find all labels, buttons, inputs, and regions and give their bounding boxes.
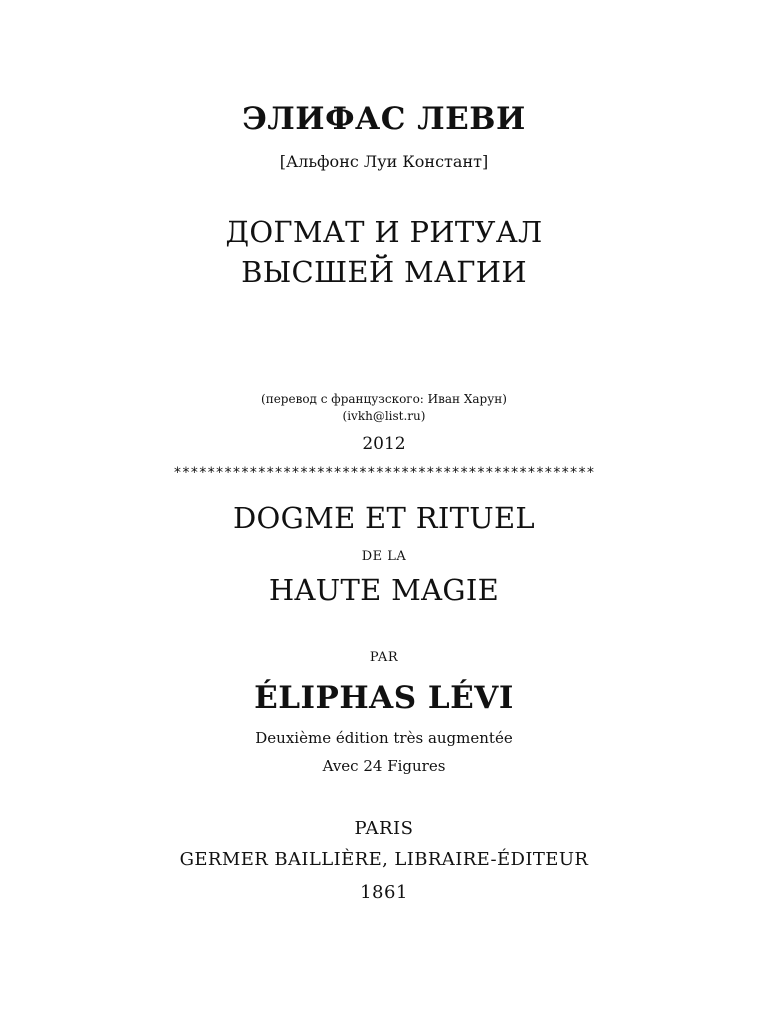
translation-year: 2012	[362, 434, 406, 454]
russian-author-real-name: [Альфонс Луи Констант]	[279, 152, 489, 171]
russian-author-name: ЭЛИФАС ЛЕВИ	[242, 101, 526, 137]
translator-email: (ivkh@list.ru)	[342, 409, 426, 423]
french-by-label: PAR	[369, 650, 399, 665]
publication-year: 1861	[360, 882, 408, 903]
publisher-name: GERMER BAILLIÈRE, LIBRAIRE-ÉDITEUR	[179, 849, 589, 870]
asterisk-separator: **************************************************	[173, 465, 595, 481]
translation-note: (перевод с французского: Иван Харун)	[261, 392, 507, 406]
russian-title-line-2: ВЫСШЕЙ МАГИИ	[241, 255, 527, 289]
french-title-connector: DE LA	[361, 549, 407, 564]
edition-note: Deuxième édition très augmentée	[255, 729, 513, 747]
french-author-name: ÉLIPHAS LÉVI	[254, 680, 514, 716]
russian-title-line-1: ДОГМАТ И РИТУАЛ	[225, 215, 543, 249]
french-title-line-2: HAUTE MAGIE	[268, 573, 500, 607]
publication-city: PARIS	[354, 818, 414, 839]
french-title-line-1: DOGME ET RITUEL	[232, 501, 535, 535]
figures-note: Avec 24 Figures	[322, 757, 446, 775]
